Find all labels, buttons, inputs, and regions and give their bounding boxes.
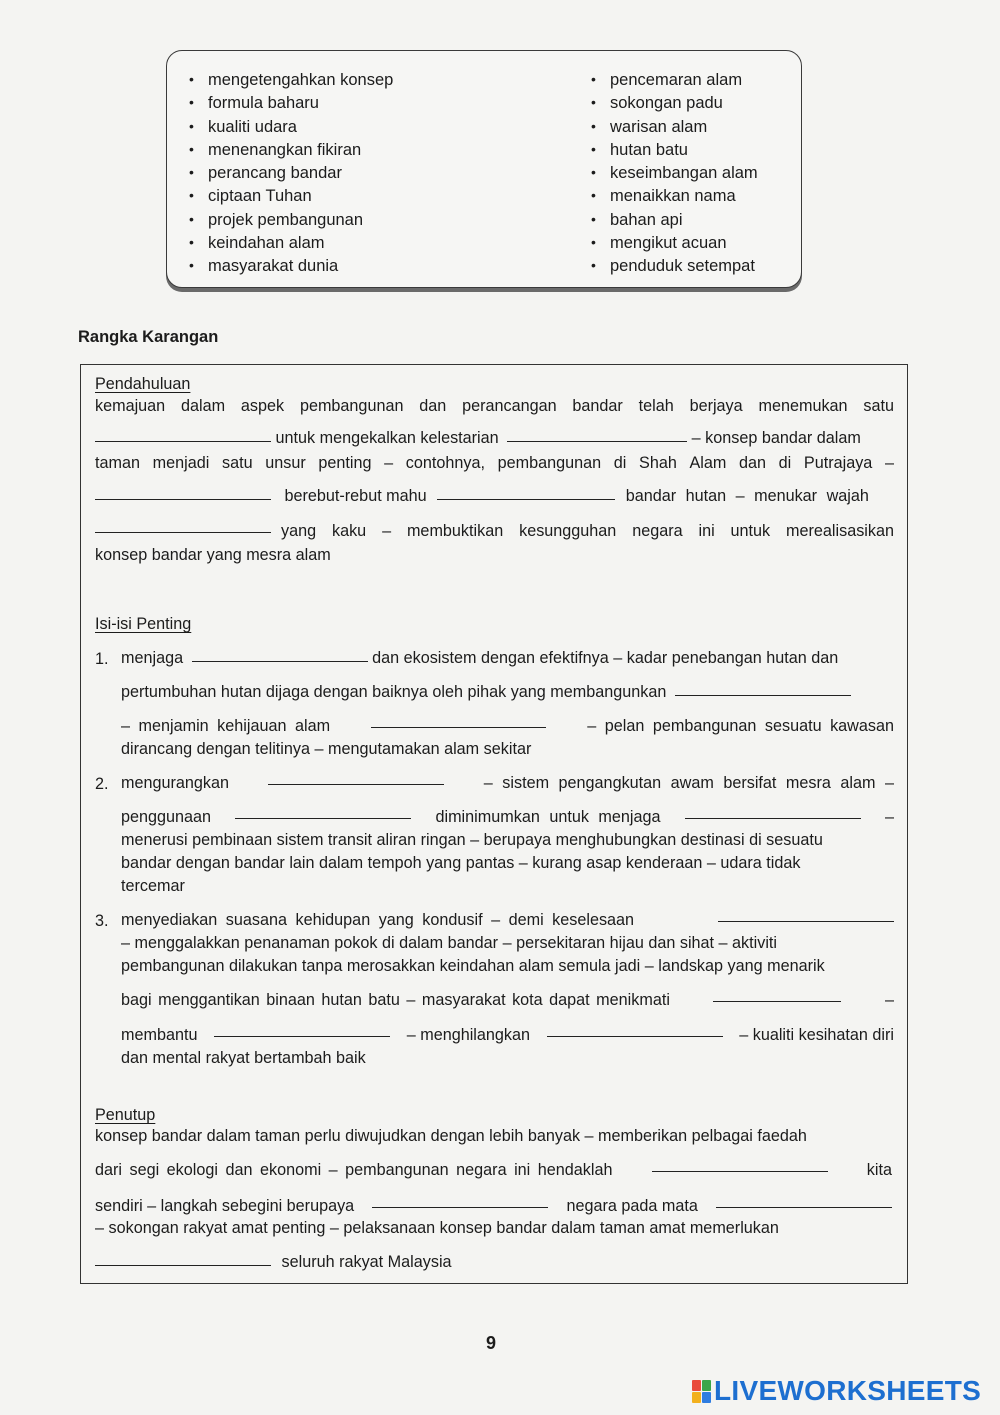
word-bank-item [591, 138, 758, 161]
word: – [884, 454, 894, 472]
point-3-line-4 [121, 990, 894, 1010]
answer-blank[interactable] [95, 430, 271, 442]
answer-blank[interactable] [95, 488, 271, 500]
answer-blank[interactable] [652, 1160, 828, 1172]
answer-blank[interactable] [95, 521, 271, 533]
word-bank-left-column [189, 68, 393, 278]
text: – menghilangkan [406, 1026, 530, 1044]
text: berebut-rebut mahu [284, 487, 427, 505]
answer-blank[interactable] [371, 716, 546, 728]
heading-isi-penting: Isi-isi Penting [95, 615, 192, 633]
point-2-line-2 [121, 807, 894, 827]
answer-blank[interactable] [685, 807, 861, 819]
page-number: 9 [486, 1333, 497, 1353]
bullet-icon: • [591, 234, 596, 251]
point-3-line-5 [121, 1025, 894, 1045]
word-bank-item [591, 91, 758, 114]
point-number-2: 2. [95, 775, 109, 793]
word: menemukan [758, 397, 848, 415]
word-bank-item [591, 208, 758, 231]
word: Shah [639, 454, 677, 472]
bullet-icon: • [591, 164, 596, 181]
word: yang [281, 522, 317, 540]
text: – sistem pengangkutan awam bersifat mesra alam – [483, 774, 894, 792]
answer-blank[interactable] [716, 1196, 892, 1208]
pendahuluan-line-4 [95, 486, 894, 506]
word: bandar [572, 397, 623, 415]
penutup-line-2 [95, 1160, 892, 1180]
answer-blank[interactable] [547, 1025, 723, 1037]
text: bandar hutan – menukar wajah [625, 487, 869, 505]
word-bank-text: warisan alam [610, 117, 708, 136]
text: menjaga [121, 649, 184, 667]
bullet-icon: • [591, 187, 596, 204]
word-bank-text: sokongan padu [610, 94, 723, 113]
bullet-icon: • [189, 234, 194, 251]
word-bank-text: penduduk setempat [610, 257, 755, 276]
bullet-icon: • [189, 94, 194, 111]
word: dan [419, 397, 447, 415]
word-bank-item [189, 254, 393, 277]
point-1-line-1 [121, 648, 838, 668]
word-bank-item [189, 138, 393, 161]
word-bank-item [189, 91, 393, 114]
point-1-line-3 [121, 716, 894, 736]
point-3-line-1 [121, 910, 894, 930]
word: aspek [240, 397, 285, 415]
pendahuluan-line-2 [95, 428, 861, 448]
word: dan [739, 454, 767, 472]
text: mengurangkan [121, 774, 229, 792]
word: – [382, 522, 392, 540]
answer-blank[interactable] [437, 488, 615, 500]
text: diminimumkan untuk menjaga [435, 808, 661, 826]
word-bank-item [591, 254, 758, 277]
word: unsur [265, 454, 306, 472]
penutup-line-4: – sokongan rakyat amat penting – pelaksanaan konsep bandar dalam taman amat memerlukan [95, 1219, 779, 1237]
word-bank-text: keindahan alam [208, 234, 325, 253]
word: merealisasikan [786, 522, 894, 540]
word-bank-item [189, 184, 393, 207]
bullet-icon: • [189, 164, 194, 181]
answer-blank[interactable] [95, 1254, 271, 1266]
text: – [884, 991, 894, 1009]
word-bank-text: perancang bandar [208, 164, 342, 183]
text: – kualiti kesihatan diri [739, 1026, 894, 1044]
text: – menjamin kehijauan alam [121, 717, 331, 735]
point-1-line-2 [121, 682, 851, 702]
point-2-line-1 [121, 773, 894, 793]
text: negara pada mata [566, 1197, 698, 1215]
heading-pendahuluan: Pendahuluan [95, 375, 191, 393]
pendahuluan-line-6: konsep bandar yang mesra alam [95, 546, 331, 564]
word-bank-text: menaikkan nama [610, 187, 736, 206]
word: satu [221, 454, 253, 472]
word: pembangunan [497, 454, 602, 472]
bullet-icon: • [591, 117, 596, 134]
heading-penutup: Penutup [95, 1106, 156, 1124]
word-bank-box [166, 50, 802, 288]
word: penting [318, 454, 372, 472]
section-title: Rangka Karangan [78, 328, 219, 346]
point-3-line-3: pembangunan dilakukan tanpa merosakkan keindahan alam semula jadi – landskap yang menarik [121, 957, 825, 975]
word: di [613, 454, 627, 472]
pendahuluan-line-3 [95, 453, 894, 473]
bullet-icon: • [189, 257, 194, 274]
text: – konsep bandar dalam [691, 429, 861, 447]
answer-blank[interactable] [214, 1025, 390, 1037]
word-bank-item [591, 161, 758, 184]
word-bank-text: formula baharu [208, 94, 319, 113]
word-bank-item [189, 161, 393, 184]
word: ini [698, 522, 715, 540]
word: perancangan [462, 397, 557, 415]
word: membuktikan [406, 522, 504, 540]
word-bank-item [591, 231, 758, 254]
text: menyediakan suasana kehidupan yang kondusif – demi keselesaan [121, 911, 635, 929]
penutup-line-3 [95, 1196, 892, 1216]
logo-square-icon [702, 1380, 711, 1391]
word-bank-item [189, 208, 393, 231]
word: – [384, 454, 394, 472]
word: telah [638, 397, 674, 415]
word: pembangunan [299, 397, 404, 415]
word: satu [863, 397, 894, 415]
word-bank-text: pencemaran alam [610, 71, 743, 89]
word-bank-text: kualiti udara [208, 117, 297, 136]
word-bank-item [189, 115, 393, 138]
point-number-1: 1. [95, 650, 109, 668]
logo-square-icon [702, 1392, 711, 1403]
text [281, 521, 894, 541]
word: kesungguhan [519, 522, 617, 540]
answer-blank[interactable] [718, 910, 894, 922]
word: contohnya, [405, 454, 485, 472]
answer-blank[interactable] [235, 807, 411, 819]
word-bank-item [189, 231, 393, 254]
answer-blank[interactable] [713, 990, 841, 1002]
word: berjaya [689, 397, 743, 415]
answer-blank[interactable] [192, 650, 368, 662]
answer-blank[interactable] [372, 1196, 548, 1208]
bullet-icon: • [189, 210, 194, 227]
text: dari segi ekologi dan ekonomi – pembangunan negara ini hendaklah [95, 1161, 613, 1179]
bullet-icon: • [591, 71, 596, 87]
text: – [884, 808, 894, 826]
bullet-icon: • [591, 140, 596, 157]
point-2-line-5: tercemar [121, 877, 185, 895]
point-1-line-4: dirancang dengan telitinya – mengutamakan alam sekitar [121, 740, 532, 758]
text: kita [866, 1161, 892, 1179]
word-bank-item [591, 68, 758, 91]
bullet-icon: • [591, 94, 596, 111]
point-2-line-3: menerusi pembinaan sistem transit aliran ringan – berupaya menghubungkan destinasi di sesuatu [121, 831, 823, 849]
answer-blank[interactable] [675, 684, 851, 696]
answer-blank[interactable] [268, 773, 444, 785]
word-bank-right-column [591, 68, 758, 278]
answer-blank[interactable] [507, 430, 687, 442]
text: sendiri – langkah sebegini berupaya [95, 1197, 355, 1215]
word: di [778, 454, 792, 472]
text: seluruh rakyat Malaysia [281, 1253, 452, 1271]
word-bank-item [591, 115, 758, 138]
word-bank-text: keseimbangan alam [610, 164, 758, 183]
logo-square-icon [692, 1380, 701, 1391]
logo-square-icon [692, 1392, 701, 1403]
text: penggunaan [121, 808, 212, 826]
liveworksheets-icon [692, 1380, 711, 1403]
text: pertumbuhan hutan dijaga dengan baiknya oleh pihak yang membangunkan [121, 683, 667, 701]
pendahuluan-line-1 [95, 396, 894, 416]
word: kemajuan [95, 397, 166, 415]
word-bank-text: bahan api [610, 210, 683, 229]
point-3-line-6: dan mental rakyat bertambah baik [121, 1049, 366, 1067]
word-bank-text: mengetengahkan konsep [208, 71, 394, 89]
word-bank-item [591, 184, 758, 207]
word-bank-item [189, 68, 393, 91]
word-bank-text: projek pembangunan [208, 210, 364, 229]
word: menjadi [152, 454, 210, 472]
word-bank-text: ciptaan Tuhan [208, 187, 312, 206]
penutup-line-5 [95, 1252, 452, 1272]
penutup-line-1: konsep bandar dalam taman perlu diwujudkan dengan lebih banyak – memberikan pelbagai faedah [95, 1127, 807, 1145]
word-bank-text: hutan batu [610, 140, 688, 159]
bullet-icon: • [189, 140, 194, 157]
word: untuk [730, 522, 771, 540]
bullet-icon: • [189, 117, 194, 134]
bullet-icon: • [591, 257, 596, 274]
word: negara [632, 522, 683, 540]
word: Putrajaya [803, 454, 873, 472]
text: membantu [121, 1026, 198, 1044]
text: – pelan pembangunan sesuatu kawasan [587, 717, 894, 735]
bullet-icon: • [189, 187, 194, 204]
liveworksheets-logo[interactable] [692, 1375, 981, 1407]
bullet-icon: • [189, 71, 194, 87]
word: kaku [331, 522, 367, 540]
text: dan ekosistem dengan efektifnya – kadar penebangan hutan dan [372, 649, 839, 667]
logo-text: LIVEWORKSHEETS [714, 1375, 982, 1406]
text: bagi menggantikan binaan hutan batu – masyarakat kota dapat menikmati [121, 991, 670, 1009]
point-3-line-2: – menggalakkan penanaman pokok di dalam bandar – persekitaran hijau dan sihat – aktiviti [121, 934, 778, 952]
word: dalam [181, 397, 226, 415]
text: untuk mengekalkan kelestarian [275, 429, 499, 447]
word-bank-text: menenangkan fikiran [208, 140, 362, 159]
point-2-line-4: bandar dengan bandar lain dalam tempoh yang pantas – kurang asap kenderaan – udara tidak [121, 854, 801, 872]
pendahuluan-line-5 [95, 521, 894, 541]
word: taman [95, 454, 140, 472]
word: Alam [689, 454, 727, 472]
point-number-3: 3. [95, 912, 109, 930]
word-bank-text: mengikut acuan [610, 234, 727, 253]
word-bank-text: masyarakat dunia [208, 257, 339, 276]
bullet-icon: • [591, 210, 596, 227]
